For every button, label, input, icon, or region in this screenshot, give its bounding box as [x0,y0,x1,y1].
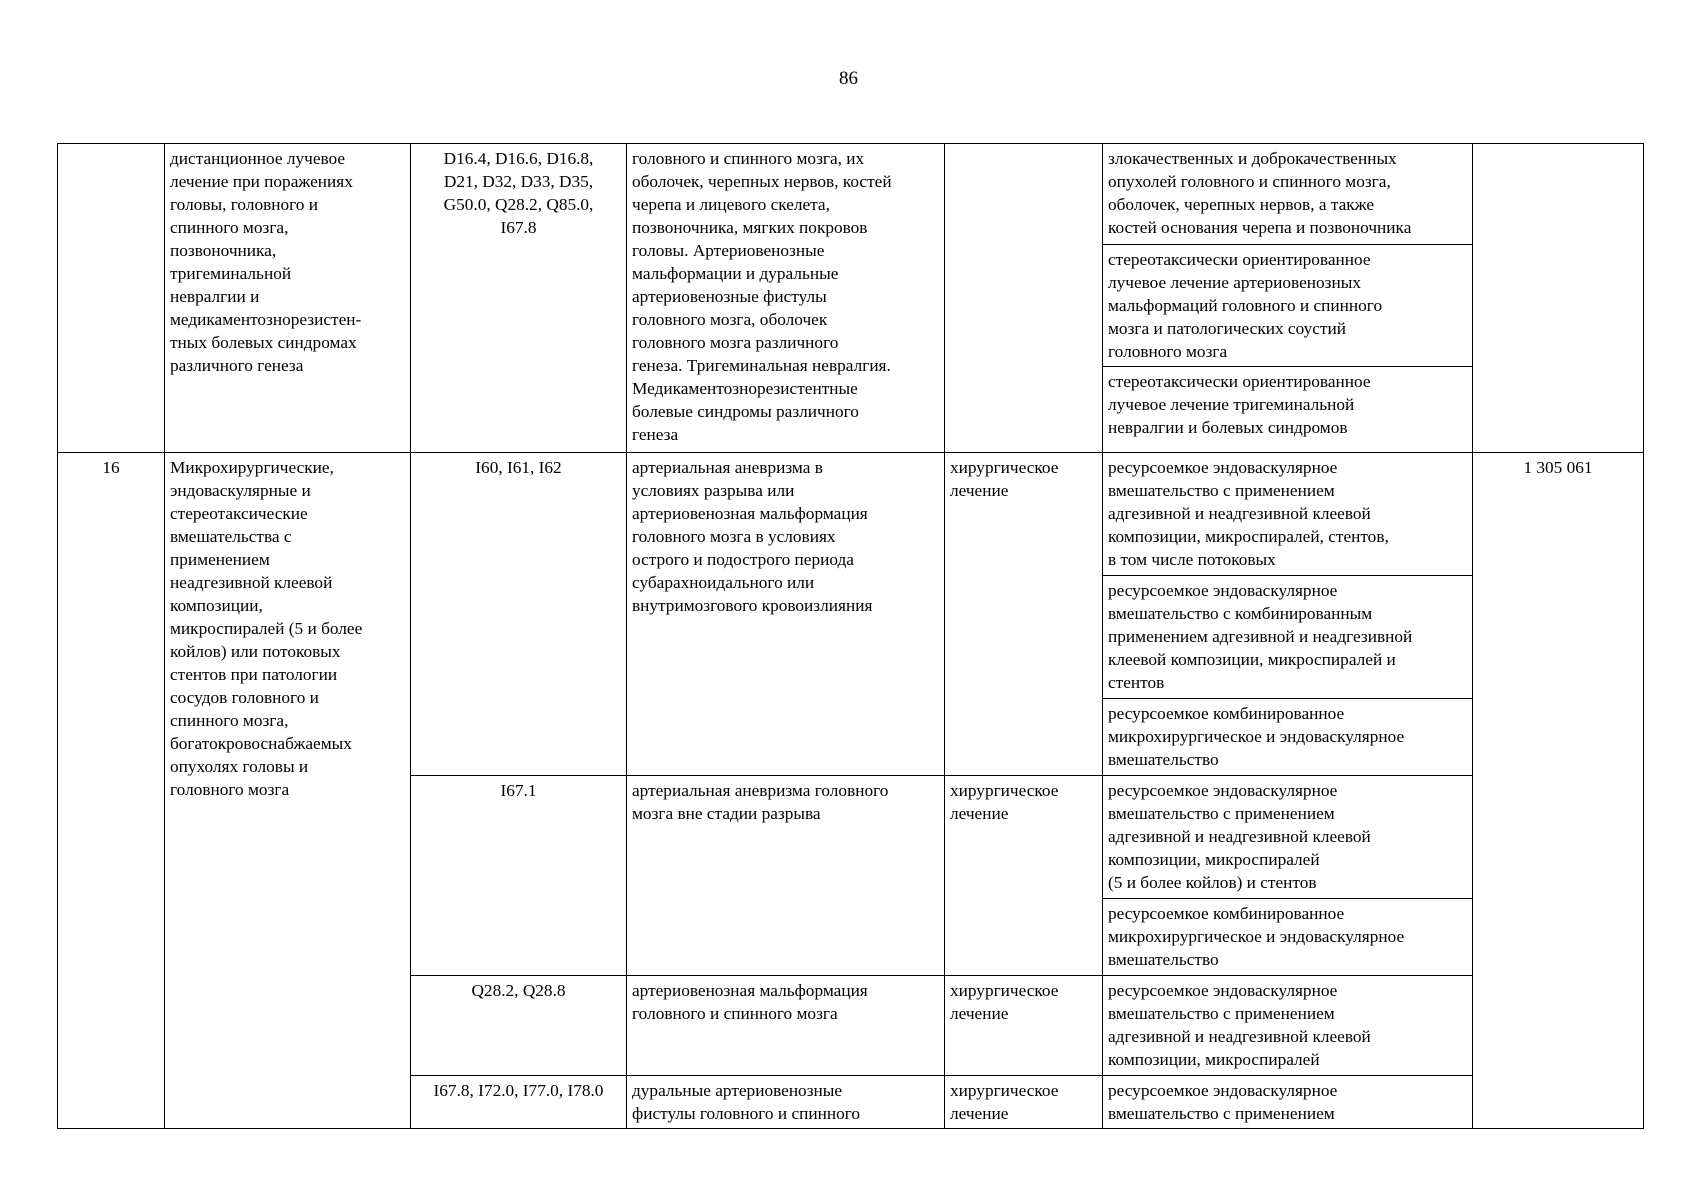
cell-treatment-empty [945,144,1103,453]
cell-icd-codes: Q28.2, Q28.8 [411,976,627,1076]
cell-method: ресурсоемкое эндоваскулярное вмешательство с применением [1103,1076,1473,1129]
cell-cost-empty [1473,144,1644,453]
cell-method: ресурсоемкое эндоваскулярное вмешательство с комбинированным применением адгезивной и неадгезивной клеевой композиции, микроспиралей и стентов [1103,576,1473,699]
cell-patient-model: артериовенозная мальформация головного и спинного мозга [627,976,945,1076]
cell-patient-model: головного и спинного мозга, их оболочек, черепных нервов, костей черепа и лицевого скелета, позвоночника, мягких покровов головы. Артериовенозные мальформации и дуральные артериовенозные фистулы головного мозга, оболочек головного мозга различного генеза. Тригеминальная невралгия. Медикаментознорезистентные болевые синдромы различного генеза [627,144,945,453]
cell-method: ресурсоемкое комбинированное микрохирургическое и эндоваскулярное вмешательство [1103,699,1473,776]
cell-patient-model: дуральные артериовенозные фистулы головного и спинного [627,1076,945,1129]
cell-treatment-type: хирургическое лечение [945,453,1103,776]
cell-icd-codes: I67.1 [411,776,627,976]
cell-method: ресурсоемкое эндоваскулярное вмешательство с применением адгезивной и неадгезивной клеевой композиции, микроспиралей (5 и более койлов) и стентов [1103,776,1473,899]
cell-method: ресурсоемкое эндоваскулярное вмешательство с применением адгезивной и неадгезивной клеевой композиции, микроспиралей [1103,976,1473,1076]
cell-icd-codes: D16.4, D16.6, D16.8, D21, D32, D33, D35, G50.0, Q28.2, Q85.0, I67.8 [411,144,627,453]
table-row [58,453,1644,576]
cell-method: злокачественных и доброкачественных опухолей головного и спинного мозга, оболочек, черепных нервов, а также костей основания черепа и позвоночника [1103,144,1473,245]
cell-method: стереотаксически ориентированное лучевое лечение артериовенозных мальформаций головного и спинного мозга и патологических соустий головного мозга [1103,245,1473,367]
cell-treatment-type: хирургическое лечение [945,776,1103,976]
cell-treatment-type: хирургическое лечение [945,1076,1103,1129]
cell-icd-codes: I60, I61, I62 [411,453,627,776]
services-table [57,143,1644,1129]
cell-service-name: Микрохирургические, эндоваскулярные и стереотаксические вмешательства с применением неадгезивной клеевой композиции, микроспиралей (5 и более койлов) или потоковых стентов при патологии сосудов головного и спинного мозга, богатокровоснабжаемых опухолях головы и головного мозга [165,453,411,1129]
cell-patient-model: артериальная аневризма головного мозга вне стадии разрыва [627,776,945,976]
cell-method: стереотаксически ориентированное лучевое лечение тригеминальной невралгии и болевых синдромов [1103,367,1473,453]
cell-row-number: 16 [58,453,165,1129]
cell-service-name: дистанционное лучевое лечение при поражениях головы, головного и спинного мозга, позвоночника, тригеминальной невралгии и медикаментознорезистен- тных болевых синдромах различного генеза [165,144,411,453]
page-number: 86 [839,68,858,89]
cell-num-empty [58,144,165,453]
cell-patient-model: артериальная аневризма в условиях разрыва или артериовенозная мальформация головного мозга в условиях острого и подострого периода субарахноидального или внутримозгового кровоизлияния [627,453,945,776]
cell-treatment-type: хирургическое лечение [945,976,1103,1076]
table-row [58,144,1644,245]
cell-method: ресурсоемкое комбинированное микрохирургическое и эндоваскулярное вмешательство [1103,899,1473,976]
cell-method: ресурсоемкое эндоваскулярное вмешательство с применением адгезивной и неадгезивной клеевой композиции, микроспиралей, стентов, в том числе потоковых [1103,453,1473,576]
cell-cost: 1 305 061 [1473,453,1644,1129]
cell-icd-codes: I67.8, I72.0, I77.0, I78.0 [411,1076,627,1129]
